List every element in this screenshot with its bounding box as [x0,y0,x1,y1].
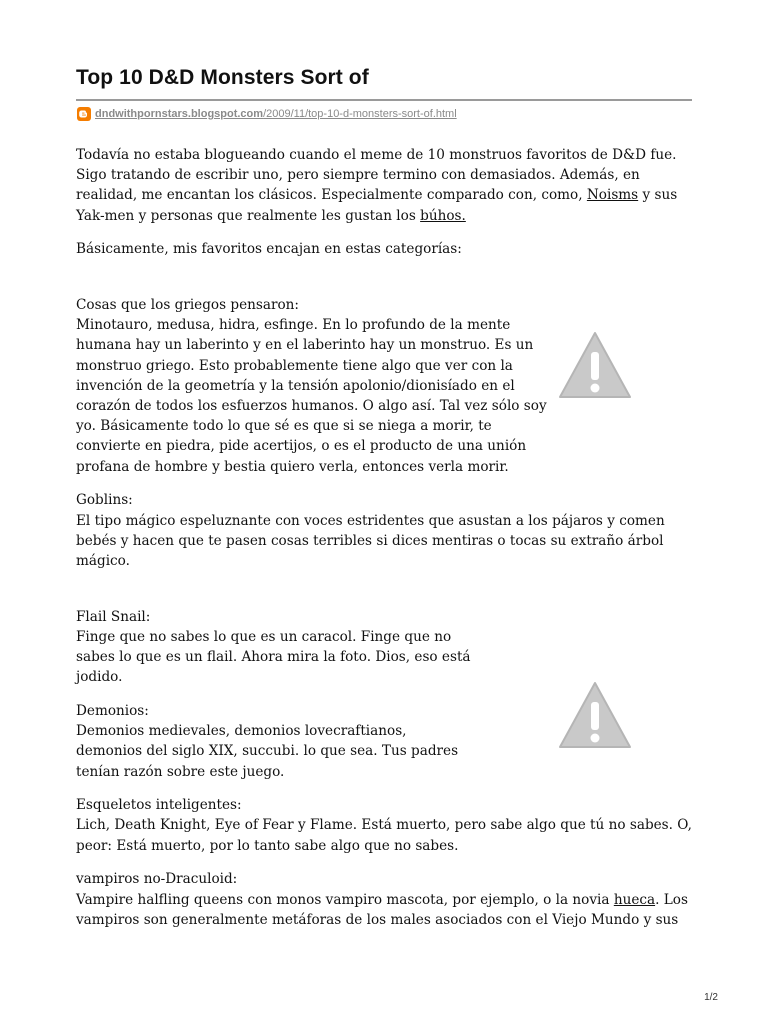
article-body [76,145,692,944]
broken-image-warning-icon [557,330,633,402]
title-divider [76,99,692,101]
section-body: El tipo mágico espeluznante con voces estridentes que asustan a los pájaros y comen bebés y hacen que te pasen cosas terribles si dices mentiras o tocas su extraño árbol mágico. [76,512,665,569]
section-body: Finge que no sabes lo que es un caracol. Finge que no sabes lo que es un flail. Ahora mira la foto. Dios, eso está jodido. [76,628,471,686]
section-skeletons [76,795,692,856]
blogger-icon [77,107,91,121]
section-heading: Esqueletos inteligentes: [76,797,242,814]
source-path: /2009/11/top-10-d-monsters-sort-of.html [263,108,457,120]
section-demons [76,701,471,782]
section-body-1: Vampire halfling queens con monos vampiro mascota, por ejemplo, o la novia [76,891,614,908]
source-domain: dndwithpornstars.blogspot.com [95,108,264,120]
intro-text-1: Todavía no estaba blogueando cuando el meme de 10 monstruos favoritos de D&D fue. Sigo tratando de escribir uno, pero siempre termino con demasiados. Además, en realidad, me encantan los clásicos. Especialmente comparado con, como, [76,147,677,204]
page-title: Top 10 D&D Monsters Sort of [76,66,369,89]
section-body-2: . Los vampiros son generalmente metáforas de los males asociados con el Viejo Mundo y sus [76,891,688,928]
categories-intro: Básicamente, mis favoritos encajan en estas categorías: [76,241,462,258]
section-body: Lich, Death Knight, Eye of Fear y Flame. Está muerto, pero sabe algo que tú no sabes. O, peor: Está muerto, por lo tanto sabe algo que no sabes. [76,817,692,854]
buhos-link[interactable]: búhos. [420,207,466,224]
section-greeks [76,295,552,477]
intro-text-2: y sus Yak-men y personas que realmente les gustan los [76,187,678,224]
section-heading: Demonios: [76,702,149,719]
hueca-link[interactable]: hueca [613,891,656,908]
intro-paragraph [76,145,692,226]
section-goblins [76,490,692,571]
spacer [76,273,692,295]
section-body: Minotauro, medusa, hidra, esfinge. En lo profundo de la mente humana hay un laberinto y en el laberinto hay un monstruo. Es un monstruo griego. Esto probablemente tiene algo que ver con la invención de la geometría y la tensión apolonio/dionisíado en el corazón de todos los esfuerzos humanos. O algo así. Tal vez sólo soy yo. Básicamente todo lo que sé es que si se niega a morir, te convierte en piedra, pide acertijos, o es el producto de una unión profana de hombre y bestia quiero verla, entonces verla morir. [76,317,547,475]
noisms-link[interactable]: Noisms [586,187,639,204]
broken-image-warning-icon [557,680,633,752]
source-line [77,106,457,122]
section-heading: Goblins: [76,492,133,509]
section-vampires [76,869,692,930]
page-number: 1/2 [704,992,718,1003]
section-body: Demonios medievales, demonios lovecraftianos, demonios del siglo XIX, succubi. lo que sea. Tus padres tenían razón sobre este juego. [76,723,459,780]
spacer [76,585,692,607]
section-flail-snail [76,607,471,688]
section-heading: Cosas que los griegos pensaron: [76,297,299,314]
source-url-link[interactable] [95,108,457,120]
section-heading: vampiros no-Draculoid: [76,871,238,888]
section-heading: Flail Snail: [76,608,151,625]
